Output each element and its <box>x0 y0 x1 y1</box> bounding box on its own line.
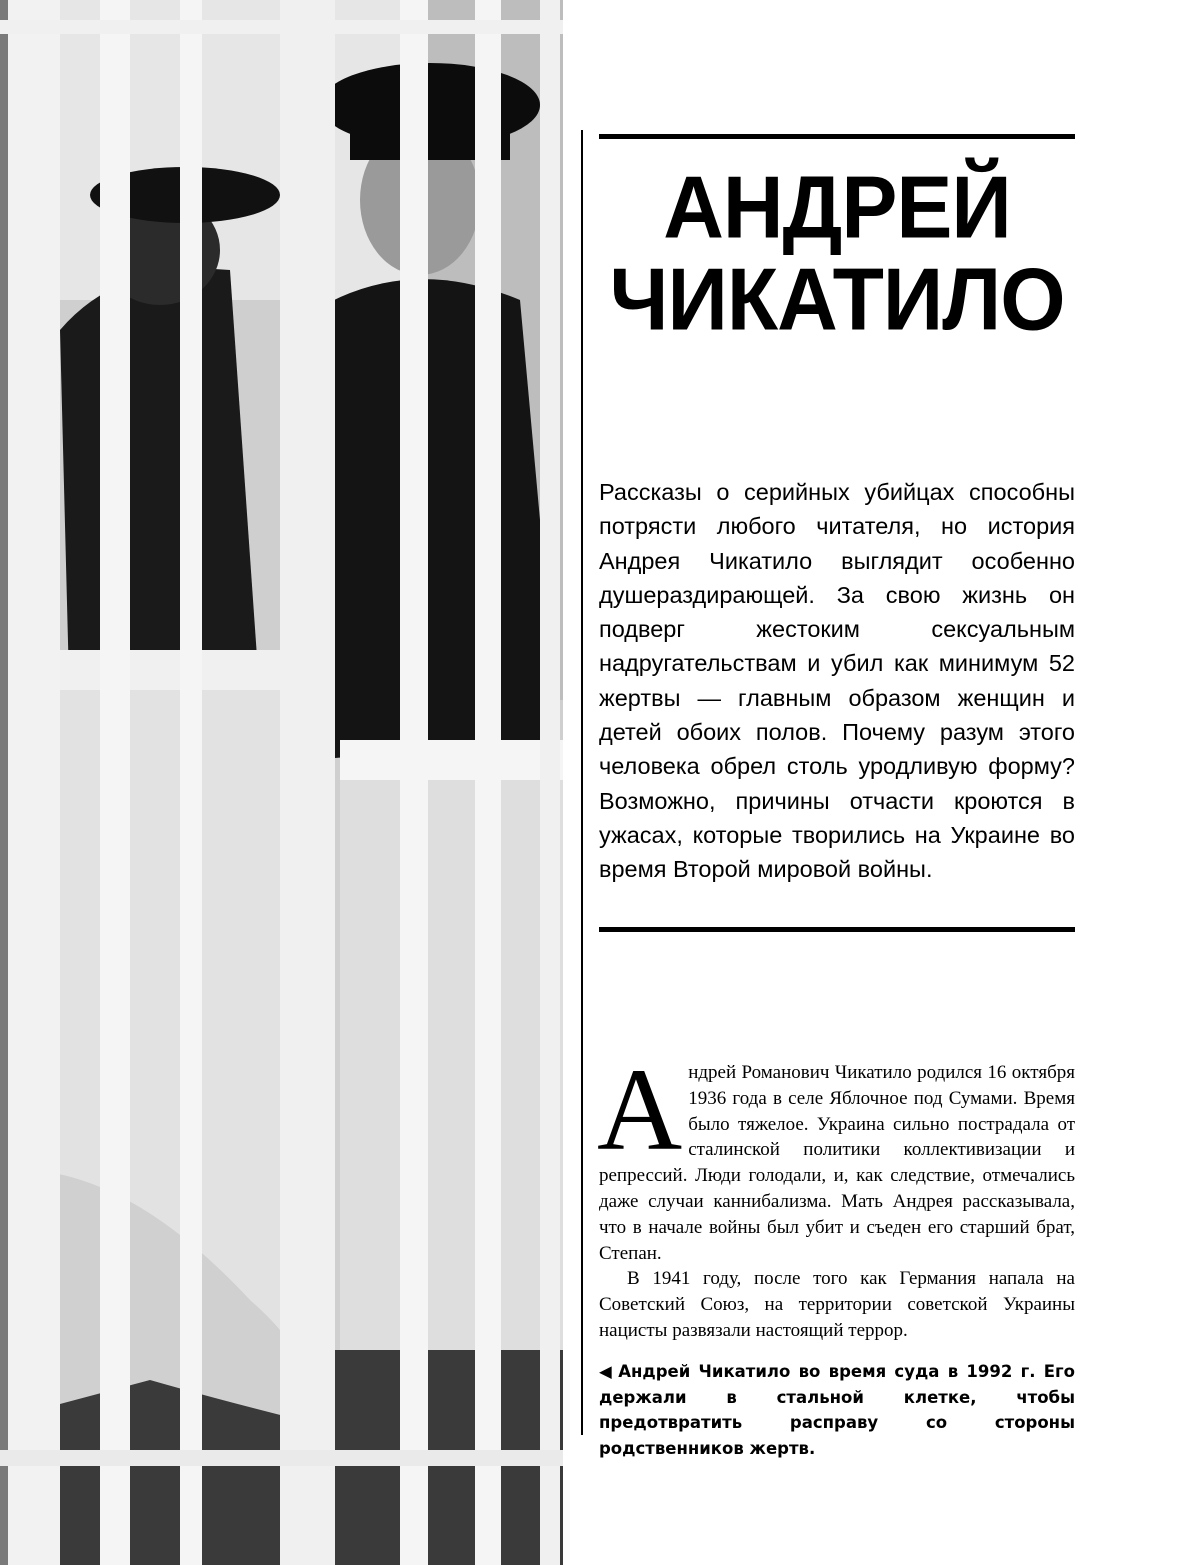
column-divider <box>581 130 583 1435</box>
photo-drawing <box>0 0 563 1565</box>
courtroom-cage-photo <box>0 0 563 1565</box>
lead-paragraph: Рассказы о серийных убийцах способны потрясти любого читателя, но история Андрея Чикатило выглядит особенно душераздирающей. За свою жизнь он подверг жестоким сексуальным надругательствам и убил как минимум 52 жертвы — главным образом женщин и детей обоих полов. Почему разум этого человека обрел столь уродливую форму? Возможно, причины отчасти кроются в ужасах, которые творились на Украине во время Второй мировой войны. <box>599 479 1075 883</box>
top-rule <box>599 134 1075 139</box>
left-arrow-icon: ◀ <box>599 1362 615 1381</box>
page-title <box>599 157 1075 349</box>
title-line-1: АНДРЕЙ <box>663 157 1011 257</box>
photo-caption <box>599 1359 1075 1461</box>
body-text <box>597 1044 1075 1344</box>
bottom-rule <box>599 927 1075 932</box>
drop-cap: А <box>597 1044 683 1175</box>
caption-text: Андрей Чикатило во время суда в 1992 г. Его держали в стальной клетке, чтобы предотвратить расправу со стороны родственников жертв. <box>599 1362 1075 1458</box>
body-paragraph-1-text: ндрей Романович Чикатило родился 16 октября 1936 года в селе Яблочное под Сумами. Время было тяжелое. Украина сильно пострадала от сталинской политики коллективизации и репрессий. Люди голодали, и, как следствие, отмечались даже случаи каннибализма. Мать Андрея рассказывала, что в начале войны был убит и съеден его старший брат, Степан. <box>599 1062 1075 1264</box>
body-paragraph-2: В 1941 году, после того как Германия напала на Советский Союз, на территории советской Украины нацисты развязали настоящий террор. <box>599 1268 1075 1341</box>
title-line-2: ЧИКАТИЛО <box>609 249 1065 349</box>
body-paragraph-1 <box>597 1044 1075 1266</box>
